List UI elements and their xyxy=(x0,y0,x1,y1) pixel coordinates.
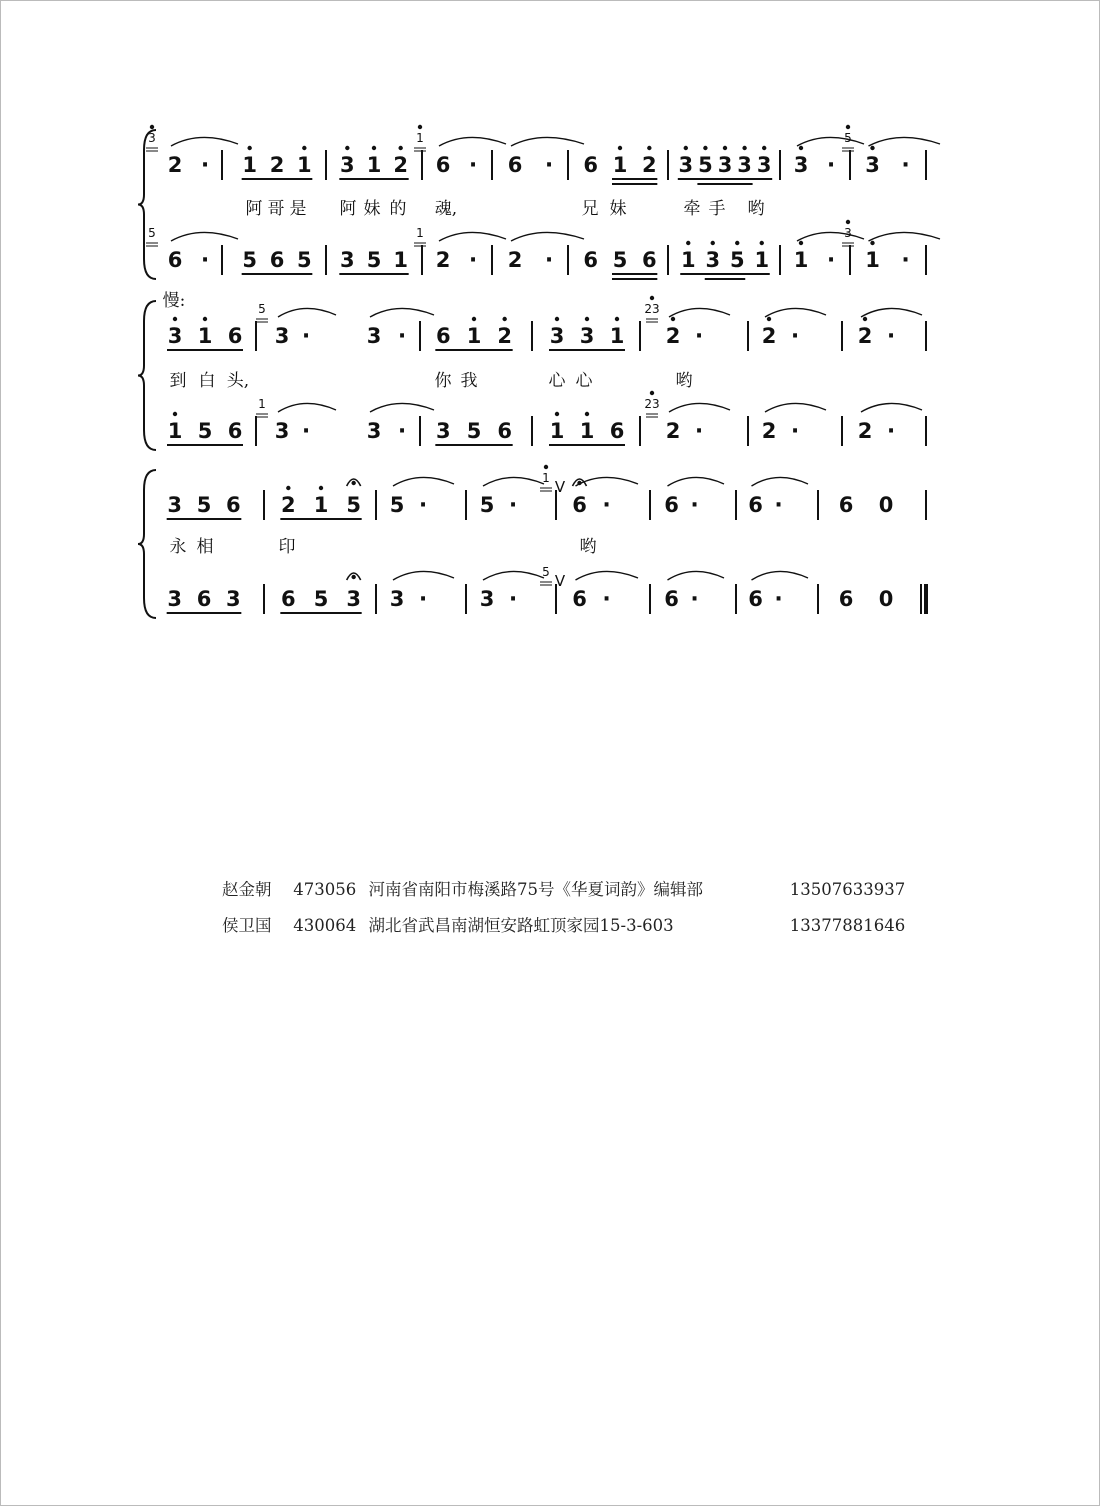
duration-dot: · xyxy=(901,248,910,273)
contact-name: 赵金朝 xyxy=(222,880,272,899)
note: 1 xyxy=(242,153,257,177)
note: 3 xyxy=(579,324,595,348)
note: 3 xyxy=(737,153,752,177)
note: 2 xyxy=(507,248,523,272)
duration-dot: · xyxy=(544,248,554,273)
octave-dot-high xyxy=(618,146,622,150)
duration-dot: · xyxy=(397,324,407,349)
note: 6 xyxy=(572,587,587,611)
note: 1 xyxy=(754,248,770,272)
octave-dot-high xyxy=(684,146,688,150)
note: 1 xyxy=(466,324,482,348)
lyric-syllable: 到 xyxy=(169,371,187,391)
note: 2 xyxy=(269,153,285,177)
grace-note: 3 xyxy=(148,131,156,145)
note: 0 xyxy=(878,587,894,611)
lyric-syllable: 你 xyxy=(434,371,452,391)
lyric-syllable: 妹 xyxy=(609,199,627,219)
octave-dot-high xyxy=(760,241,764,245)
tie-arc xyxy=(278,403,336,412)
note: 3 xyxy=(340,153,355,177)
tie-arc xyxy=(752,477,809,486)
lyric-syllable: 手 xyxy=(708,199,726,219)
contact-line-2 xyxy=(222,912,905,936)
note: 3 xyxy=(756,153,772,177)
note: 3 xyxy=(167,587,182,611)
note: 5 xyxy=(466,419,482,443)
note: 6 xyxy=(748,493,763,517)
tie-arc xyxy=(669,403,730,412)
octave-dot-high xyxy=(799,241,803,245)
system-brace xyxy=(138,470,156,618)
octave-dot-high xyxy=(671,317,675,321)
octave-dot-high xyxy=(345,146,349,150)
octave-dot-high xyxy=(302,146,306,150)
tempo-marking: 慢: xyxy=(162,291,186,311)
note: 5 xyxy=(612,248,628,272)
note: 3 xyxy=(274,419,290,443)
contact-address: 湖北省武昌南湖恒安路虹顶家园15-3-603 xyxy=(368,916,674,935)
duration-dot: · xyxy=(774,587,783,612)
duration-dot: · xyxy=(301,419,311,444)
lyric-syllable: 心 xyxy=(548,371,566,391)
octave-dot-high xyxy=(585,412,589,416)
note: 6 xyxy=(664,493,679,517)
note: 2 xyxy=(393,153,408,177)
note: 5 xyxy=(479,493,495,517)
note: 6 xyxy=(435,153,451,177)
note: 6 xyxy=(507,153,523,177)
tie-arc xyxy=(511,137,584,146)
note: 6 xyxy=(281,587,296,611)
octave-dot-high xyxy=(703,146,707,150)
grace-note: 1 xyxy=(542,471,550,485)
octave-dot-high xyxy=(203,317,207,321)
tie-arc xyxy=(171,137,238,146)
duration-dot: · xyxy=(901,153,910,178)
contact-name: 侯卫国 xyxy=(222,916,272,935)
tie-arc xyxy=(576,571,639,580)
octave-dot-high xyxy=(173,317,177,321)
note: 5 xyxy=(196,493,212,517)
note: 3 xyxy=(705,248,721,272)
note: 6 xyxy=(436,324,451,348)
duration-dot: · xyxy=(200,248,210,273)
note: 1 xyxy=(579,419,595,443)
octave-dot-high xyxy=(711,241,715,245)
note: 3 xyxy=(167,324,183,348)
note: 3 xyxy=(346,587,361,611)
note: 1 xyxy=(680,248,696,272)
note: 3 xyxy=(389,587,405,611)
note: 6 xyxy=(609,419,625,443)
grace-note: 5 xyxy=(258,302,266,316)
duration-dot: · xyxy=(418,493,428,518)
note: 6 xyxy=(167,248,183,272)
note: 2 xyxy=(665,419,681,443)
note: 5 xyxy=(729,248,745,272)
note: 0 xyxy=(878,493,894,517)
duration-dot: · xyxy=(468,153,478,178)
note: 3 xyxy=(479,587,495,611)
note: 1 xyxy=(865,248,880,272)
note: 3 xyxy=(274,324,290,348)
duration-dot: · xyxy=(694,419,704,444)
duration-dot: · xyxy=(468,248,478,273)
duration-dot: · xyxy=(694,324,704,349)
tie-arc xyxy=(439,137,506,146)
note: 2 xyxy=(761,419,777,443)
grace-note: 3 xyxy=(844,226,852,240)
note: 5 xyxy=(313,587,329,611)
duration-dot: · xyxy=(886,419,896,444)
grace-note: 5 xyxy=(542,565,550,579)
duration-dot: · xyxy=(301,324,311,349)
contact-phone: 13377881646 xyxy=(789,916,906,935)
note: 6 xyxy=(664,587,679,611)
note: 6 xyxy=(583,248,598,272)
tie-arc xyxy=(752,571,809,580)
lyric-syllable: 心 xyxy=(575,371,593,391)
tie-arc xyxy=(171,232,238,241)
note: 3 xyxy=(366,419,382,443)
octave-dot-high xyxy=(286,486,290,490)
octave-dot-high xyxy=(173,412,177,416)
note: 3 xyxy=(436,419,451,443)
octave-dot-high xyxy=(647,146,651,150)
note: 1 xyxy=(366,153,382,177)
octave-dot-high xyxy=(585,317,589,321)
note: 1 xyxy=(393,248,408,272)
tie-arc xyxy=(576,477,639,486)
note: 6 xyxy=(196,587,212,611)
tie-arc xyxy=(869,232,941,241)
note: 2 xyxy=(497,324,512,348)
octave-dot-high xyxy=(472,317,476,321)
tie-arc xyxy=(861,403,922,412)
note: 5 xyxy=(366,248,382,272)
grace-dot xyxy=(650,391,654,395)
note: 3 xyxy=(717,153,733,177)
duration-dot: · xyxy=(602,493,611,518)
octave-dot-high xyxy=(319,486,323,490)
contact-postcode: 473056 xyxy=(293,880,357,899)
duration-dot: · xyxy=(602,587,611,612)
lyric-syllable: 的 xyxy=(389,199,407,219)
lyric-syllable: 印 xyxy=(278,537,296,557)
note: 5 xyxy=(389,493,405,517)
tie-arc xyxy=(669,308,730,317)
tie-arc xyxy=(668,477,725,486)
note: 6 xyxy=(227,324,243,348)
tie-arc xyxy=(861,308,922,317)
note: 3 xyxy=(226,587,241,611)
lyric-syllable: 哟 xyxy=(579,537,597,557)
note: 6 xyxy=(583,153,598,177)
octave-dot-high xyxy=(555,317,559,321)
tie-arc xyxy=(668,571,725,580)
duration-dot: · xyxy=(826,248,836,273)
note: 1 xyxy=(612,153,628,177)
note: 2 xyxy=(167,153,183,177)
tie-arc xyxy=(511,232,584,241)
octave-dot-high xyxy=(247,146,251,150)
note: 2 xyxy=(642,153,657,177)
note: 3 xyxy=(549,324,565,348)
tie-arc xyxy=(483,571,544,580)
lyric-syllable: 阿 xyxy=(245,199,263,219)
duration-dot: · xyxy=(790,324,800,349)
octave-dot-high xyxy=(735,241,739,245)
note: 1 xyxy=(197,324,213,348)
note: 1 xyxy=(549,419,565,443)
tie-arc xyxy=(483,477,544,486)
system-brace xyxy=(138,301,156,450)
lyric-syllable: 哟 xyxy=(675,371,693,391)
contact-line-1 xyxy=(222,876,905,900)
note: 5 xyxy=(346,493,361,517)
note: 6 xyxy=(269,248,285,272)
octave-dot-high xyxy=(502,317,506,321)
octave-dot-high xyxy=(767,317,771,321)
octave-dot-high xyxy=(762,146,766,150)
lyric-syllable: 头, xyxy=(226,371,250,391)
lyric-syllable: 永 xyxy=(169,537,187,557)
duration-dot: · xyxy=(200,153,210,178)
fermata-dot xyxy=(351,575,355,579)
grace-note: 1 xyxy=(416,131,424,145)
note: 6 xyxy=(642,248,657,272)
note: 2 xyxy=(281,493,296,517)
note: 1 xyxy=(297,153,312,177)
grace-dot xyxy=(418,125,422,129)
note: 3 xyxy=(865,153,880,177)
octave-dot-high xyxy=(870,146,874,150)
note: 2 xyxy=(857,419,873,443)
grace-note: 5 xyxy=(148,226,156,240)
duration-dot: · xyxy=(886,324,896,349)
lyric-syllable: 妹 xyxy=(363,199,381,219)
tie-arc xyxy=(765,403,826,412)
lyric-syllable: 哥 xyxy=(267,199,285,219)
grace-note: 23 xyxy=(644,302,660,316)
tie-arc xyxy=(278,308,336,317)
tie-arc xyxy=(797,137,864,146)
duration-dot: · xyxy=(397,419,407,444)
note: 6 xyxy=(497,419,512,443)
octave-dot-high xyxy=(870,241,874,245)
note: 1 xyxy=(609,324,625,348)
octave-dot-high xyxy=(686,241,690,245)
duration-dot: · xyxy=(508,587,518,612)
note: 5 xyxy=(242,248,257,272)
lyric-syllable: 是 xyxy=(289,199,307,219)
grace-note: 23 xyxy=(644,397,660,411)
lyric-syllable: 阿 xyxy=(339,199,357,219)
lyric-syllable: 兄 xyxy=(581,199,599,219)
tie-arc xyxy=(765,308,826,317)
grace-note: 5 xyxy=(844,131,852,145)
note: 3 xyxy=(167,493,182,517)
note: 2 xyxy=(665,324,681,348)
note: 5 xyxy=(698,153,713,177)
note: 2 xyxy=(857,324,873,348)
octave-dot-high xyxy=(723,146,727,150)
note: 1 xyxy=(313,493,329,517)
grace-dot xyxy=(544,465,548,469)
note: 6 xyxy=(748,587,763,611)
note: 3 xyxy=(678,153,694,177)
tie-arc xyxy=(439,232,506,241)
tie-arc xyxy=(370,308,434,317)
tie-arc xyxy=(393,571,454,580)
note: 5 xyxy=(197,419,213,443)
grace-note: 1 xyxy=(416,226,424,240)
octave-dot-high xyxy=(372,146,376,150)
note: 6 xyxy=(838,587,854,611)
fermata-dot xyxy=(351,481,355,485)
contact-address: 河南省南阳市梅溪路75号《华夏词韵》编辑部 xyxy=(368,880,703,899)
lyric-syllable: 相 xyxy=(196,537,214,557)
note: 1 xyxy=(167,419,183,443)
note: 2 xyxy=(435,248,451,272)
breath-mark: V xyxy=(554,478,566,496)
octave-dot-high xyxy=(799,146,803,150)
octave-dot-high xyxy=(863,317,867,321)
lyric-syllable: 我 xyxy=(460,371,478,391)
duration-dot: · xyxy=(826,153,836,178)
breath-mark: V xyxy=(554,572,566,590)
duration-dot: · xyxy=(690,587,699,612)
system-brace xyxy=(138,130,156,279)
lyric-syllable: 哟 xyxy=(747,199,765,219)
contact-postcode: 430064 xyxy=(293,916,357,935)
note: 5 xyxy=(297,248,312,272)
tie-arc xyxy=(869,137,941,146)
duration-dot: · xyxy=(544,153,554,178)
octave-dot-high xyxy=(615,317,619,321)
note: 3 xyxy=(366,324,382,348)
tie-arc xyxy=(797,232,864,241)
octave-dot-high xyxy=(742,146,746,150)
tie-arc xyxy=(393,477,454,486)
note: 6 xyxy=(838,493,854,517)
grace-note: 1 xyxy=(258,397,266,411)
grace-dot xyxy=(650,296,654,300)
octave-dot-high xyxy=(555,412,559,416)
contact-phone: 13507633937 xyxy=(789,880,906,899)
note: 6 xyxy=(226,493,241,517)
note: 3 xyxy=(340,248,355,272)
grace-dot xyxy=(150,125,154,129)
duration-dot: · xyxy=(418,587,428,612)
lyric-syllable: 魂, xyxy=(434,199,458,219)
duration-dot: · xyxy=(774,493,783,518)
tie-arc xyxy=(370,403,434,412)
lyric-syllable: 白 xyxy=(198,371,216,391)
note: 6 xyxy=(572,493,587,517)
duration-dot: · xyxy=(508,493,518,518)
note: 3 xyxy=(793,153,809,177)
grace-dot xyxy=(846,125,850,129)
duration-dot: · xyxy=(790,419,800,444)
duration-dot: · xyxy=(690,493,699,518)
octave-dot-high xyxy=(398,146,402,150)
note: 1 xyxy=(793,248,809,272)
note: 2 xyxy=(761,324,777,348)
lyric-syllable: 牵 xyxy=(683,199,701,219)
note: 6 xyxy=(227,419,243,443)
grace-dot xyxy=(846,220,850,224)
